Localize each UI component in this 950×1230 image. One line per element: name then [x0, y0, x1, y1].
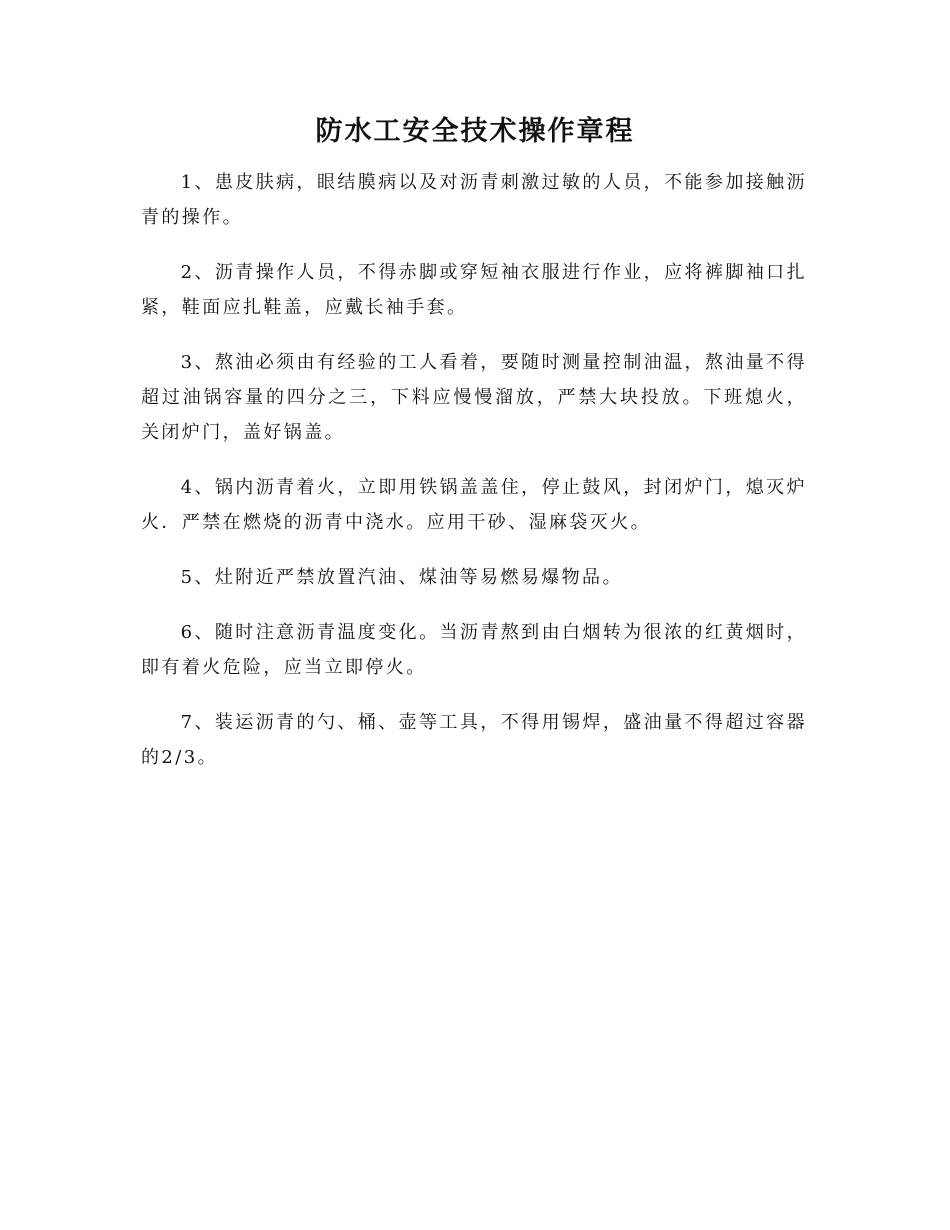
rule-paragraph-7: 7、装运沥青的勺、桶、壶等工具，不得用锡焊，盛油量不得超过容器的2/3。: [141, 712, 807, 768]
rule-paragraph-5: 5、灶附近严禁放置汽油、煤油等易燃易爆物品。: [180, 567, 623, 588]
document-title: 防水工安全技术操作章程: [315, 116, 635, 147]
rule-paragraph-2: 2、沥青操作人员，不得赤脚或穿短袖衣服进行作业，应将裤脚袖口扎紧，鞋面应扎鞋盖，应戴长袖手套。: [141, 262, 807, 318]
rule-paragraph-1: 1、患皮肤病，眼结膜病以及对沥青刺激过敏的人员，不能参加接触沥青的操作。: [141, 172, 807, 228]
document-body: [141, 165, 807, 795]
rule-paragraph-6: 6、随时注意沥青温度变化。当沥青熬到由白烟转为很浓的红黄烟时，即有着火危险，应当立即停火。: [141, 622, 807, 678]
rule-paragraph-3: 3、熬油必须由有经验的工人看着，要随时测量控制油温，熬油量不得超过油锅容量的四分之三，下料应慢慢溜放，严禁大块投放。下班熄火，关闭炉门，盖好锅盖。: [141, 352, 807, 443]
rule-paragraph-4: 4、锅内沥青着火，立即用铁锅盖盖住，停止鼓风，封闭炉门，熄灭炉火．严禁在燃烧的沥青中浇水。应用干砂、湿麻袋灭火。: [141, 477, 807, 533]
